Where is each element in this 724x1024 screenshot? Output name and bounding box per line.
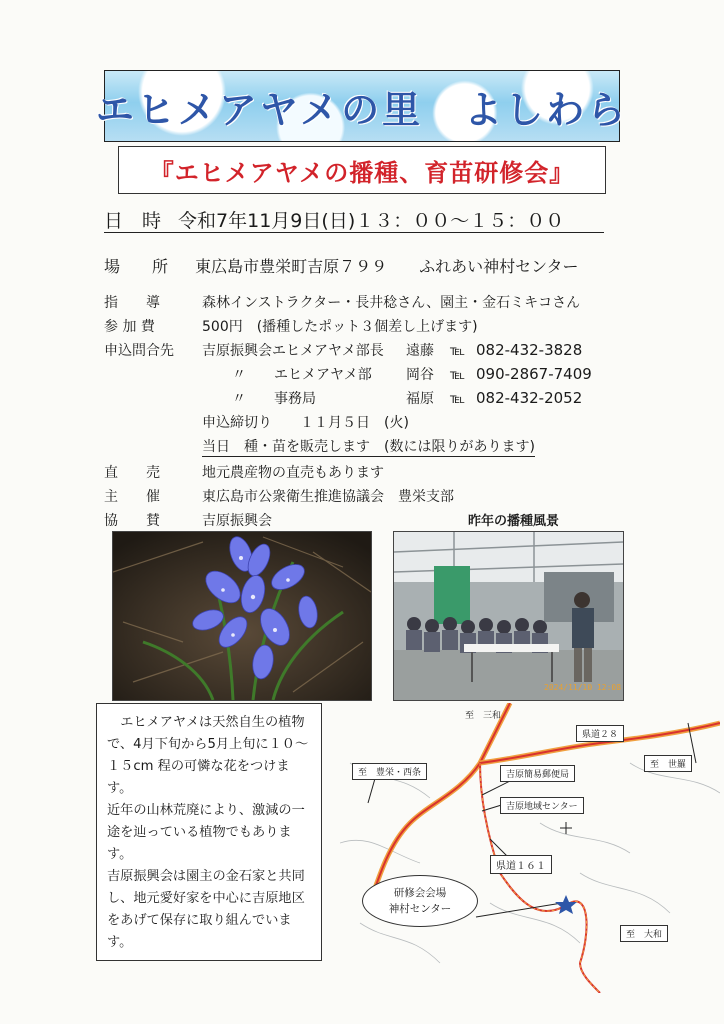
- contact-label: 申込問合先: [104, 343, 174, 359]
- venue-label: 研修会会場: [393, 887, 447, 899]
- date-value: 令和7年11月9日(日)１３：００～１５：００: [178, 210, 565, 232]
- contact-row: [202, 340, 606, 360]
- contact-name: 遠藤: [406, 343, 434, 359]
- phone-icon: ℡: [450, 367, 466, 383]
- direct-sale-row: [104, 462, 384, 482]
- photo-date-stamp: 2024/11/10 12:08: [544, 683, 622, 692]
- host-value: 東広島市公衆衛生推進協議会 豊栄支部: [202, 489, 454, 505]
- phone-icon: ℡: [450, 391, 466, 407]
- description-paragraph: エヒメアヤメは天然自生の植物で、4月下旬から5月上旬に１０～１５cm 程の可憐な花をつけます。: [107, 715, 309, 796]
- workshop-photo: [393, 531, 624, 701]
- sponsor-value: 吉原振興会: [202, 513, 272, 529]
- map-label-toyosaka: 至 豊栄・西条: [352, 763, 427, 780]
- contact-number: 082-432-3828: [476, 341, 583, 359]
- sponsor-row: [104, 510, 272, 530]
- contact-row: [232, 388, 606, 408]
- place-value: 東広島市豊栄町吉原７９９ ふれあい神村センター: [195, 257, 579, 276]
- venue-marker: [362, 875, 478, 927]
- date-row: [104, 206, 604, 233]
- direct-label: 直 売: [104, 465, 160, 481]
- map-label-community-center: 吉原地域センター: [500, 797, 584, 814]
- access-map: [340, 703, 720, 993]
- subtitle-box: [118, 146, 606, 194]
- host-row: [104, 486, 454, 506]
- direct-value: 地元農産物の直売もあります: [202, 465, 384, 481]
- page-title: エヒメアヤメの里 よしわら: [95, 86, 629, 132]
- map-label-route28: 県道２８: [576, 725, 624, 742]
- map-label-route161: 県道１６１: [490, 855, 552, 874]
- instructor-value: 森林インストラクター・長井稔さん、園主・金石ミキコさん: [202, 295, 581, 311]
- contact-number: 082-432-2052: [476, 389, 583, 407]
- map-label-daiwa: 至 大和: [620, 925, 668, 942]
- map-label-miwa: 至 三和: [465, 711, 502, 721]
- fee-value: 500円 (播種したポット３個差し上げます): [202, 319, 478, 335]
- contact-org: 〃 エヒメアヤメ部: [232, 367, 372, 383]
- map-label-sera: 至 世羅: [644, 755, 692, 772]
- instructor-row: [104, 292, 580, 312]
- host-label: 主 催: [104, 489, 160, 505]
- iris-photo: [112, 531, 372, 701]
- venue-name: 神村センター: [388, 903, 452, 915]
- place-row: [104, 254, 578, 277]
- deadline: 申込締切り １１月５日 (火): [202, 415, 409, 431]
- contact-number: 090-2867-7409: [476, 365, 592, 383]
- date-label: 日 時: [104, 210, 162, 232]
- contact-name: 福原: [406, 391, 434, 407]
- description-paragraph: 近年の山林荒廃により、激減の一途を辿っている植物でもあります。: [107, 803, 305, 862]
- contact-name: 岡谷: [406, 367, 434, 383]
- description-box: [96, 703, 322, 961]
- fee-row: [104, 316, 478, 336]
- instructor-label: 指 導: [104, 295, 160, 311]
- contact-row: [232, 364, 606, 384]
- photo-caption: 昨年の播種風景: [468, 514, 560, 529]
- title-banner: [95, 70, 629, 142]
- contact-org: 〃 事務局: [232, 391, 316, 407]
- place-label: 場 所: [104, 257, 169, 276]
- fee-label: 参 加 費: [104, 319, 155, 335]
- contact-org: 吉原振興会エヒメアヤメ部長: [202, 343, 384, 359]
- sale-note: 当日 種・苗を販売します (数には限りがあります): [202, 436, 535, 457]
- map-label-post-office: 吉原簡易郵便局: [500, 765, 575, 782]
- event-subtitle: 『エヒメアヤメの播種、育苗研修会』: [149, 158, 575, 187]
- phone-icon: ℡: [450, 343, 466, 359]
- sponsor-label: 協 賛: [104, 513, 160, 529]
- description-paragraph: 吉原振興会は園主の金石家と共同し、地元愛好家を中心に吉原地区をあげて保存に取り組んでいます。: [107, 869, 305, 950]
